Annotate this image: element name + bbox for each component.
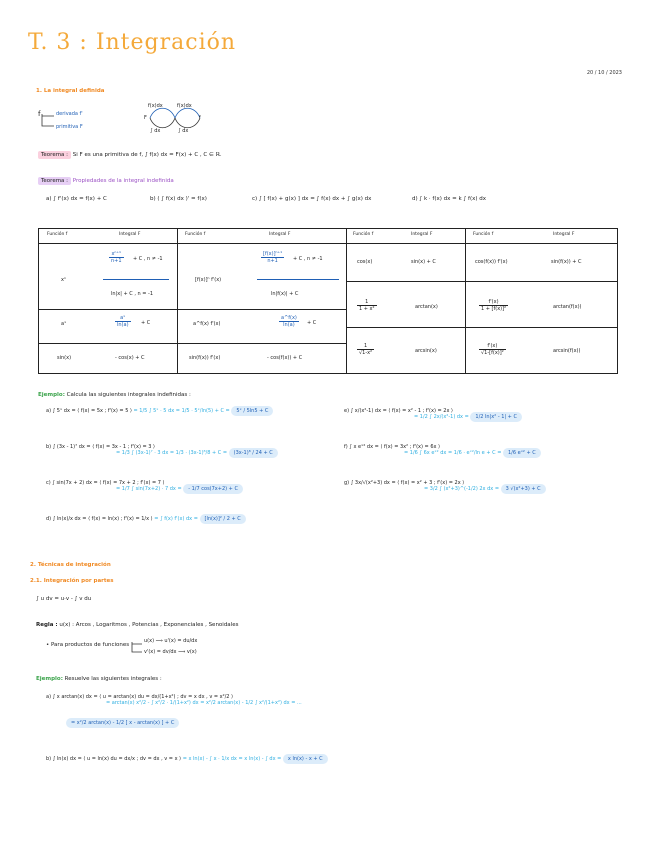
example-2b-rest: = x ln(x) - ∫ x · 1/x dx = x ln(x) - ∫ dx = <box>182 756 282 762</box>
examples-2-tag: Ejemplo: <box>36 676 63 682</box>
t3-r3-num: 1 <box>357 343 374 350</box>
row-divider <box>39 343 346 344</box>
diagram-derived: derivada f' <box>56 111 83 117</box>
example-g <box>344 480 546 492</box>
example-g-label: g) ∫ 3x/√(x²+3) dx = <box>344 480 396 486</box>
t4-r1-F: sin(f(x)) + C <box>551 259 582 265</box>
example-e-rest: = 1/2 ∫ 2x/(x²-1) dx = <box>414 414 469 420</box>
parts-rule-text: u(x) : Arcos , Logaritmos , Potencias , Exponenciales , Senoidales <box>59 622 239 628</box>
t2-r2-tail: + C <box>307 320 317 326</box>
t4-r2-den: 1 + [f(x)]² <box>481 306 507 312</box>
example-c-label: c) ∫ sin(7x + 2) dx = <box>46 480 98 486</box>
integrals-table <box>38 228 618 374</box>
t4-r3-F: arcsin(f(x)) <box>553 348 581 354</box>
t2-r1-frac <box>261 251 284 264</box>
example-a-label: a) ∫ 5ˣ dx = <box>46 408 76 414</box>
example-2b-label: b) ∫ ln(x) dx = <box>46 756 82 762</box>
property-c: c) ∫ [ f(x) + g(x) ] dx = ∫ f(x) dx + ∫ g(x) dx <box>252 196 372 202</box>
example-2b <box>46 756 328 762</box>
cycle-bottom-left: ∫ dx <box>150 128 161 134</box>
theorem-2 <box>38 178 174 184</box>
example-c <box>46 480 243 492</box>
diagram-primitive: primitiva F <box>56 124 83 130</box>
example-2b-result: x ln(x) - x + C <box>283 754 328 764</box>
example-c-rest: = 1/7 ∫ sin(7x+2) · 7 dx = <box>116 486 182 492</box>
header-int-3: Integral F <box>411 232 433 237</box>
header-int-2: Integral F <box>269 232 291 237</box>
t1-r1-ln: ln|x| + C , n = -1 <box>111 291 154 297</box>
theorem-1 <box>38 152 222 158</box>
example-e-label: e) ∫ x/(x²-1) dx = <box>344 408 387 414</box>
example-2a-result-wrap <box>66 720 179 726</box>
examples-2-intro <box>36 676 162 682</box>
examples-2-text: Resuelve las siguientes integrales : <box>64 676 162 682</box>
t1-r1-num: xⁿ⁺¹ <box>109 251 124 258</box>
products-branch-arrows <box>130 640 144 656</box>
theorem-1-tag: Teorema : <box>38 151 71 159</box>
example-2a-label: a) ∫ x arctan(x) dx = <box>46 694 98 700</box>
t1-r3-F: - cos(x) + C <box>115 355 145 361</box>
t3-r3-F: arcsin(x) <box>415 348 437 354</box>
t1-r3-f: sin(x) <box>57 355 72 361</box>
t2-r3-F: - cos(f(x)) + C <box>267 355 303 361</box>
t2-r2-den: ln(a) <box>283 322 295 328</box>
property-b: b) ( ∫ f(x) dx )' = f(x) <box>150 196 207 202</box>
theorem-2-tag: Teorema : <box>38 177 71 185</box>
example-d-sub: ⟨ f(x) = ln(x) ; f'(x) = 1/x ⟩ <box>88 516 153 522</box>
t2-r1-num: [f(x)]ⁿ⁺¹ <box>263 251 283 257</box>
t2-r1-f: [f(x)]ⁿ f'(x) <box>195 277 222 283</box>
cycle-F: F <box>144 115 147 121</box>
t3-r3-frac <box>357 343 374 356</box>
parts-rule-tag: Regla : <box>36 622 58 628</box>
header-int-1: Integral F <box>119 232 141 237</box>
products-u: u(x) ⟹ u'(x) = du/dx <box>144 638 198 644</box>
t1-r1-den: n+1 <box>111 258 122 264</box>
example-a-result: 5ˣ / 5ln5 + C <box>231 406 273 416</box>
theorem-2-text: Propiedades de la integral indefinida <box>72 178 174 184</box>
t3-r1-F: sin(x) + C <box>411 259 436 265</box>
t1-r1-f: xⁿ <box>61 277 66 283</box>
row-divider <box>346 281 617 282</box>
theorem-1-text: Si F es una primitiva de f, ∫ f(x) dx = F(x) + C , C ∈ ℝ. <box>72 152 222 158</box>
t3-r2-den: 1 + x² <box>359 306 375 312</box>
examples-1-intro <box>38 392 191 398</box>
cycle-top-right: f(x)dx <box>177 103 192 109</box>
property-d: d) ∫ k · f(x) dx = k ∫ f(x) dx <box>412 196 487 202</box>
example-g-sub: ⟨ f(x) = x² + 3 ; f'(x) = 2x ⟩ <box>397 480 465 486</box>
row-divider <box>346 327 617 328</box>
example-e <box>344 408 522 420</box>
example-e-sub: ⟨ f(x) = x² - 1 ; f'(x) = 2x ⟩ <box>388 408 453 414</box>
t3-r2-num: 1 <box>357 299 377 306</box>
header-func-2: Función f <box>185 232 206 237</box>
products-label: • Para productos de funciones <box>46 642 130 648</box>
t4-r2-num: f'(x) <box>479 299 508 306</box>
section-2-1-heading: 2.1. Integración por partes <box>30 578 114 584</box>
example-2a-result: = x²/2 arctan(x) - 1/2 [ x - arctan(x) ] + C <box>66 718 179 728</box>
example-b-result: (3x-1)⁸ / 24 + C <box>229 448 278 458</box>
cycle-top-left: f(x)dx <box>148 103 163 109</box>
diagram-branch-arrows <box>40 112 56 130</box>
example-b-rest: = 1/3 ∫ (3x-1)⁷ · 3 dx = 1/3 · (3x-1)⁸/8 + C = <box>116 450 228 456</box>
page-title: T. 3 : Integración <box>28 30 237 55</box>
example-f-result: 1/6 eˣ² + C <box>503 448 541 458</box>
cycle-f: f <box>199 115 201 121</box>
t4-r2-frac <box>479 299 508 312</box>
t1-r1-separator <box>103 279 169 280</box>
t2-r2-num: a^f(x) <box>281 315 297 321</box>
t3-r2-F: arctan(x) <box>415 304 438 310</box>
example-2a-rest: = arctan(x) x²/2 - ∫ x²/2 · 1/(1+x²) dx = x²/2 arctan(x) - 1/2 ∫ x²/(1+x²) dx = ... <box>106 700 302 706</box>
t4-r1-f: cos(f(x)) f'(x) <box>475 259 508 265</box>
t2-r2-f: a^f(x) f'(x) <box>193 321 221 327</box>
example-a <box>46 408 273 414</box>
example-a-sub: ⟨ f(x) = 5x ; f'(x) = 5 ⟩ <box>77 408 132 414</box>
table-divider <box>465 229 466 373</box>
header-func-3: Función f <box>353 232 374 237</box>
t2-r2-frac <box>279 315 299 328</box>
example-b-sub: ⟨ f(x) = 3x - 1 ; f'(x) = 3 ⟩ <box>92 444 155 450</box>
t4-r3-den: √1-[f(x)]² <box>481 350 504 356</box>
products-v: v'(x) = dv/dx ⟹ v(x) <box>144 649 197 655</box>
table-divider <box>346 229 347 373</box>
t3-r3-den: √1-x² <box>359 350 373 356</box>
example-d <box>46 516 246 522</box>
example-d-label: d) ∫ ln(x)/x dx = <box>46 516 87 522</box>
t1-r2-den: ln(a) <box>117 322 129 328</box>
example-b-label: b) ∫ (3x - 1)⁷ dx = <box>46 444 91 450</box>
section-1-heading: 1. La integral definida <box>36 88 105 94</box>
example-c-sub: ⟨ f(x) = 7x + 2 ; f'(x) = 7 ⟩ <box>99 480 165 486</box>
parts-formula: ∫ u dv = u·v - ∫ v du <box>36 596 92 602</box>
t1-r1-frac <box>109 251 124 264</box>
header-func-4: Función f <box>473 232 494 237</box>
example-d-rest: = ∫ f(x) f'(x) dx = <box>154 516 198 522</box>
t1-r2-f: aˣ <box>61 321 67 327</box>
section-2-heading: 2. Técnicas de integración <box>30 562 111 568</box>
example-c-result: - 1/7 cos(7x+2) + C <box>183 484 243 494</box>
header-func-1: Función f <box>47 232 68 237</box>
t2-r1-separator <box>257 279 339 280</box>
header-int-4: Integral F <box>553 232 575 237</box>
date-label: 20 / 10 / 2023 <box>586 70 622 76</box>
t1-r2-frac <box>115 315 131 328</box>
examples-1-text: Calcula las siguientes integrales indefinidas : <box>66 392 191 398</box>
example-f <box>344 444 541 456</box>
example-2b-sub: ⟨ u = ln(x) du = dx/x ; dv = dx , v = x ⟩ <box>83 756 182 762</box>
example-d-result: [ln(x)]² / 2 + C <box>200 514 246 524</box>
table-divider <box>177 229 178 373</box>
diagram-f: f <box>38 110 41 118</box>
example-f-sub: ⟨ f(x) = 3x² ; f'(x) = 6x ⟩ <box>380 444 441 450</box>
example-e-result: 1/2 ln|x² - 1| + C <box>470 412 522 422</box>
example-f-rest: = 1/6 ∫ 6x eˣ² dx = 1/6 · eˣ²/ln e + C = <box>404 450 502 456</box>
t1-r1-tail: + C , n ≠ -1 <box>133 256 163 262</box>
t2-r1-ln: ln|f(x)| + C <box>271 291 299 297</box>
row-divider <box>39 309 346 310</box>
t1-r2-num: aˣ <box>115 315 131 322</box>
example-2a-sub: ⟨ u = arctan(x) du = dx/(1+x²) ; dv = x dx , v = x²/2 ⟩ <box>99 694 234 700</box>
example-a-rest: = 1/5 ∫ 5ˣ · 5 dx = 1/5 · 5ˣ/ln(5) + C = <box>133 408 230 414</box>
example-g-result: 3 √(x²+3) + C <box>501 484 546 494</box>
parts-rule <box>36 622 238 628</box>
cycle-bottom-right: ∫ dx <box>178 128 189 134</box>
t2-r1-den: n+1 <box>267 258 278 264</box>
example-b <box>46 444 278 456</box>
t4-r2-F: arctan(f(x)) <box>553 304 582 310</box>
example-2a <box>46 694 302 706</box>
t4-r3-frac <box>479 343 506 356</box>
property-a: a) ∫ f'(x) dx = f(x) + C <box>46 196 107 202</box>
t2-r3-f: sin(f(x)) f'(x) <box>189 355 221 361</box>
example-f-label: f) ∫ x eˣ² dx = <box>344 444 379 450</box>
t3-r2-frac <box>357 299 377 312</box>
t2-r1-tail: + C , n ≠ -1 <box>293 256 323 262</box>
example-g-rest: = 3/2 ∫ (x²+3)^(-1/2) 2x dx = <box>424 486 500 492</box>
t4-r3-num: f'(x) <box>479 343 506 350</box>
examples-1-tag: Ejemplo: <box>38 392 65 398</box>
t3-r1-f: cos(x) <box>357 259 373 265</box>
t1-r2-tail: + C <box>141 320 151 326</box>
